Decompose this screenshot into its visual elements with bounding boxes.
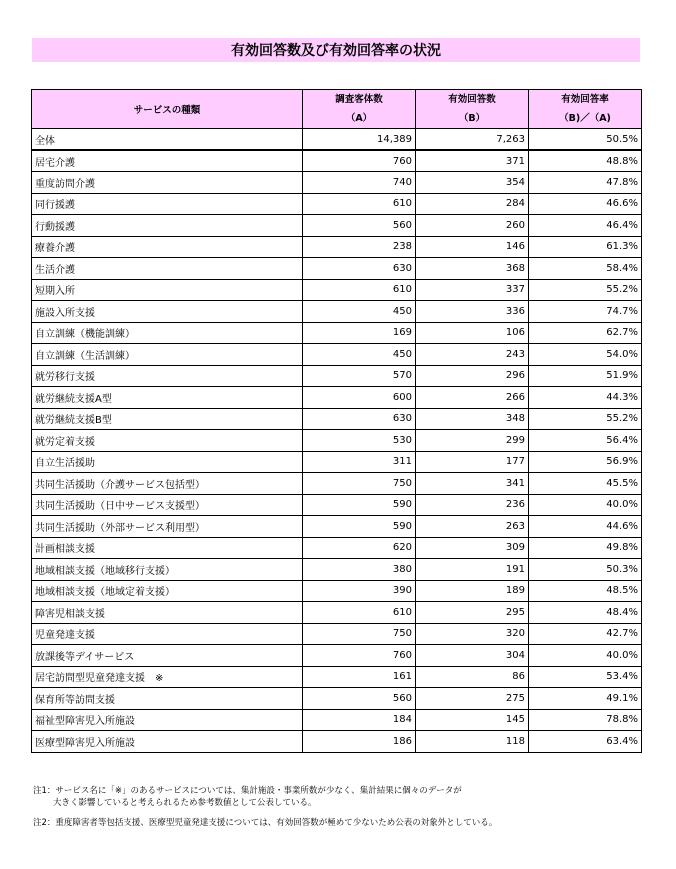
cell-valid: 368	[416, 258, 529, 280]
cell-surveyed: 238	[303, 236, 416, 258]
table-row	[32, 602, 642, 624]
header-valid-label: 有効回答数	[448, 94, 496, 105]
cell-service-name: 児童発達支援	[32, 623, 303, 645]
page-title-bar	[32, 38, 640, 62]
cell-valid: 7,263	[416, 129, 529, 151]
cell-valid: 266	[416, 387, 529, 409]
table-row	[32, 258, 642, 280]
table-row	[32, 709, 642, 731]
cell-rate: 47.8%	[529, 172, 642, 194]
cell-rate: 78.8%	[529, 709, 642, 731]
cell-rate: 46.4%	[529, 215, 642, 237]
cell-valid: 260	[416, 215, 529, 237]
table-row	[32, 172, 642, 194]
header-service: サービスの種類	[32, 90, 303, 129]
cell-service-name: 医療型障害児入所施設	[32, 731, 303, 753]
cell-valid: 371	[416, 150, 529, 172]
notes	[33, 785, 653, 837]
cell-valid: 348	[416, 408, 529, 430]
cell-surveyed: 740	[303, 172, 416, 194]
table-row	[32, 387, 642, 409]
cell-surveyed: 560	[303, 688, 416, 710]
cell-valid: 118	[416, 731, 529, 753]
cell-rate: 44.6%	[529, 516, 642, 538]
cell-valid: 189	[416, 580, 529, 602]
cell-rate: 40.0%	[529, 645, 642, 667]
cell-rate: 55.2%	[529, 279, 642, 301]
cell-surveyed: 311	[303, 451, 416, 473]
table-row	[32, 451, 642, 473]
cell-rate: 56.4%	[529, 430, 642, 452]
cell-service-name: 重度訪問介護	[32, 172, 303, 194]
cell-valid: 296	[416, 365, 529, 387]
note-1	[33, 785, 653, 809]
cell-valid: 341	[416, 473, 529, 495]
cell-valid: 337	[416, 279, 529, 301]
table-row	[32, 580, 642, 602]
cell-surveyed: 610	[303, 279, 416, 301]
cell-surveyed: 530	[303, 430, 416, 452]
cell-valid: 354	[416, 172, 529, 194]
cell-surveyed: 760	[303, 645, 416, 667]
cell-service-name: 就労継続支援B型	[32, 408, 303, 430]
cell-valid: 295	[416, 602, 529, 624]
cell-service-name: 就労定着支援	[32, 430, 303, 452]
cell-valid: 191	[416, 559, 529, 581]
table-row	[32, 301, 642, 323]
table-row	[32, 473, 642, 495]
cell-rate: 45.5%	[529, 473, 642, 495]
cell-surveyed: 570	[303, 365, 416, 387]
cell-rate: 44.3%	[529, 387, 642, 409]
cell-valid: 86	[416, 666, 529, 688]
cell-surveyed: 630	[303, 258, 416, 280]
table-row	[32, 516, 642, 538]
cell-rate: 50.3%	[529, 559, 642, 581]
cell-surveyed: 610	[303, 602, 416, 624]
cell-surveyed: 590	[303, 494, 416, 516]
table-row	[32, 688, 642, 710]
cell-service-name: 自立訓練（機能訓練）	[32, 322, 303, 344]
cell-surveyed: 630	[303, 408, 416, 430]
cell-surveyed: 14,389	[303, 129, 416, 151]
cell-rate: 54.0%	[529, 344, 642, 366]
note-2: 注2：重度障害者等包括支援、医療型児童発達支援については、有効回答数が極めて少ないため公表の対象外としている。	[33, 818, 498, 828]
table-row	[32, 623, 642, 645]
table-row	[32, 365, 642, 387]
cell-rate: 48.5%	[529, 580, 642, 602]
table-row	[32, 193, 642, 215]
cell-surveyed: 380	[303, 559, 416, 581]
cell-rate: 48.4%	[529, 602, 642, 624]
cell-service-name: 生活介護	[32, 258, 303, 280]
cell-valid: 177	[416, 451, 529, 473]
cell-surveyed: 450	[303, 344, 416, 366]
table-row	[32, 322, 642, 344]
cell-service-name: 全体	[32, 129, 303, 151]
header-rate	[529, 90, 642, 129]
cell-service-name: 居宅介護	[32, 150, 303, 172]
results-table	[31, 89, 642, 753]
cell-surveyed: 620	[303, 537, 416, 559]
cell-surveyed: 184	[303, 709, 416, 731]
cell-service-name: 行動援護	[32, 215, 303, 237]
cell-rate: 48.8%	[529, 150, 642, 172]
cell-rate: 74.7%	[529, 301, 642, 323]
table-row	[32, 344, 642, 366]
header-rate-sub: （B)／（A)	[559, 113, 611, 124]
cell-rate: 42.7%	[529, 623, 642, 645]
cell-service-name: 共同生活援助（介護サービス包括型）	[32, 473, 303, 495]
header-valid-sub: （B）	[458, 113, 486, 124]
cell-rate: 55.2%	[529, 408, 642, 430]
cell-valid: 243	[416, 344, 529, 366]
cell-surveyed: 590	[303, 516, 416, 538]
page-title: 有効回答数及び有効回答率の状況	[231, 43, 441, 59]
cell-valid: 263	[416, 516, 529, 538]
cell-rate: 46.6%	[529, 193, 642, 215]
cell-service-name: 就労移行支援	[32, 365, 303, 387]
note-1-line-1: 注1：サービス名に「※」のあるサービスについては、集計施設・事業所数が少なく、集計結果に個々のデータが	[33, 786, 462, 796]
cell-surveyed: 161	[303, 666, 416, 688]
cell-rate: 53.4%	[529, 666, 642, 688]
cell-service-name: 共同生活援助（外部サービス利用型）	[32, 516, 303, 538]
note-1-line-2: 大きく影響していると考えられるため参考数値として公表している。	[53, 798, 317, 808]
table-row	[32, 645, 642, 667]
cell-service-name: 短期入所	[32, 279, 303, 301]
cell-valid: 106	[416, 322, 529, 344]
cell-rate: 51.9%	[529, 365, 642, 387]
table-row	[32, 731, 642, 753]
cell-rate: 61.3%	[529, 236, 642, 258]
cell-service-name: 保育所等訪問支援	[32, 688, 303, 710]
table-body	[32, 129, 642, 753]
cell-service-name: 地域相談支援（地域定着支援）	[32, 580, 303, 602]
table-row	[32, 494, 642, 516]
table-row	[32, 215, 642, 237]
cell-rate: 40.0%	[529, 494, 642, 516]
cell-service-name: 自立訓練（生活訓練）	[32, 344, 303, 366]
header-rate-label: 有効回答率	[561, 94, 609, 105]
cell-surveyed: 186	[303, 731, 416, 753]
table-row	[32, 559, 642, 581]
cell-service-name: 障害児相談支援	[32, 602, 303, 624]
cell-surveyed: 750	[303, 473, 416, 495]
cell-valid: 304	[416, 645, 529, 667]
cell-rate: 62.7%	[529, 322, 642, 344]
cell-valid: 236	[416, 494, 529, 516]
header-surveyed-label: 調査客体数	[335, 94, 383, 105]
cell-valid: 146	[416, 236, 529, 258]
cell-surveyed: 610	[303, 193, 416, 215]
table-row	[32, 279, 642, 301]
table-row	[32, 236, 642, 258]
cell-surveyed: 450	[303, 301, 416, 323]
cell-valid: 299	[416, 430, 529, 452]
cell-service-name: 就労継続支援A型	[32, 387, 303, 409]
header-valid	[416, 90, 529, 129]
cell-rate: 63.4%	[529, 731, 642, 753]
cell-service-name: 福祉型障害児入所施設	[32, 709, 303, 731]
cell-service-name: 地域相談支援（地域移行支援）	[32, 559, 303, 581]
table-row	[32, 537, 642, 559]
cell-valid: 320	[416, 623, 529, 645]
cell-service-name: 計画相談支援	[32, 537, 303, 559]
table-row	[32, 129, 642, 151]
cell-surveyed: 169	[303, 322, 416, 344]
cell-surveyed: 560	[303, 215, 416, 237]
cell-service-name: 共同生活援助（日中サービス支援型）	[32, 494, 303, 516]
cell-rate: 50.5%	[529, 129, 642, 151]
table-row	[32, 408, 642, 430]
cell-valid: 284	[416, 193, 529, 215]
cell-rate: 49.8%	[529, 537, 642, 559]
cell-service-name: 同行援護	[32, 193, 303, 215]
cell-surveyed: 760	[303, 150, 416, 172]
cell-service-name: 放課後等デイサービス	[32, 645, 303, 667]
cell-rate: 56.9%	[529, 451, 642, 473]
table-row	[32, 666, 642, 688]
cell-rate: 58.4%	[529, 258, 642, 280]
table-header-row	[32, 90, 642, 129]
cell-service-name: 施設入所支援	[32, 301, 303, 323]
cell-valid: 336	[416, 301, 529, 323]
cell-valid: 275	[416, 688, 529, 710]
table-row	[32, 430, 642, 452]
table-row	[32, 150, 642, 172]
cell-surveyed: 390	[303, 580, 416, 602]
cell-valid: 145	[416, 709, 529, 731]
cell-service-name: 居宅訪問型児童発達支援 ※	[32, 666, 303, 688]
cell-service-name: 自立生活援助	[32, 451, 303, 473]
cell-surveyed: 750	[303, 623, 416, 645]
cell-surveyed: 600	[303, 387, 416, 409]
cell-service-name: 療養介護	[32, 236, 303, 258]
cell-valid: 309	[416, 537, 529, 559]
header-surveyed	[303, 90, 416, 129]
header-surveyed-sub: （A）	[345, 113, 373, 124]
cell-rate: 49.1%	[529, 688, 642, 710]
